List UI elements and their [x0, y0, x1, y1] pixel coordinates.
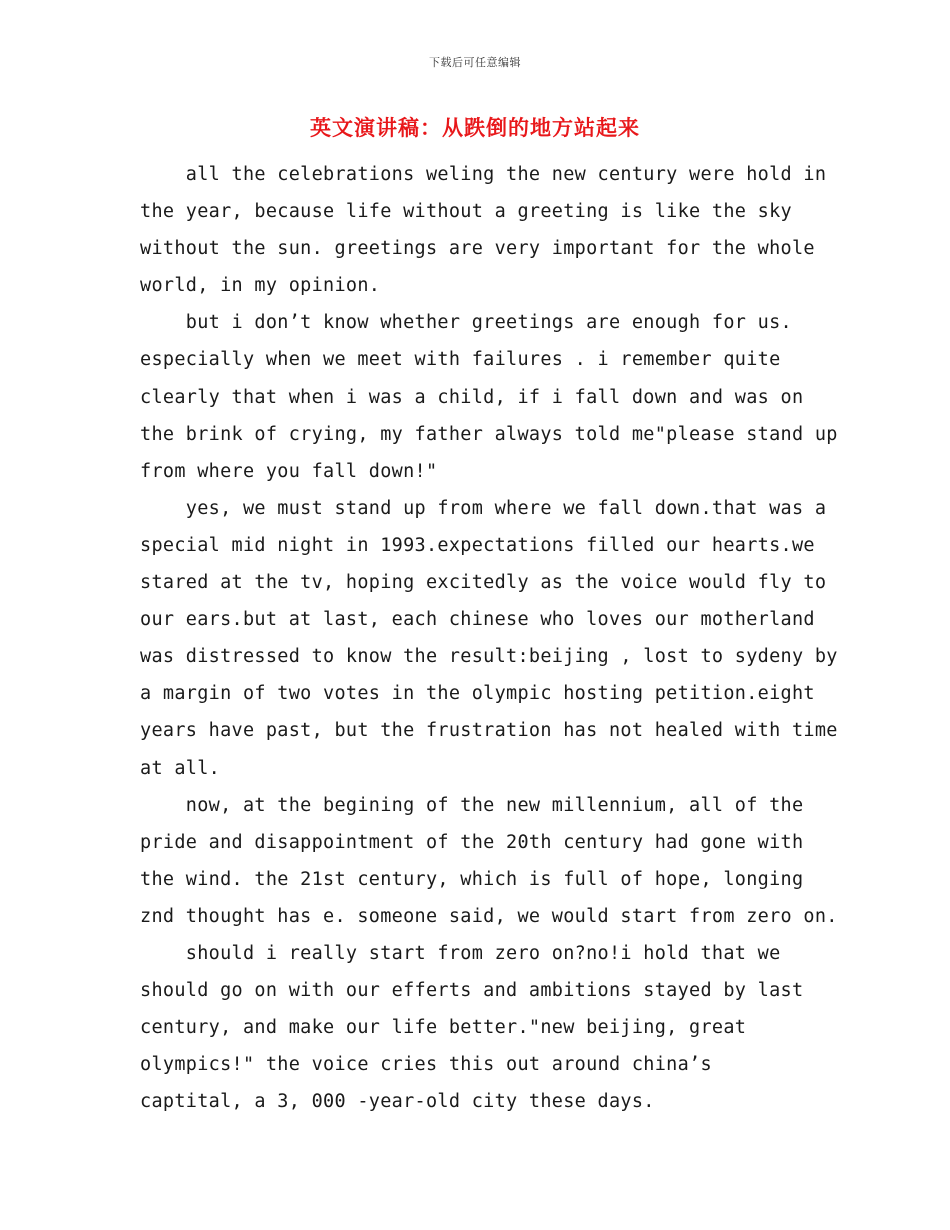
- body-line: stared at the tv, hoping excitedly as the voice would fly to: [140, 572, 827, 594]
- body-line: the year, because life without a greeting is like the sky: [140, 201, 792, 223]
- body-line: should i really start from zero on?no!i hold that we: [140, 942, 781, 964]
- body-line: from where you fall down!": [140, 460, 438, 482]
- body-line: century, and make our life better."new beijing, great: [140, 1017, 747, 1039]
- body-line: captital, a 3, 000 -year-old city these days.: [140, 1091, 655, 1113]
- body-line: olympics!" the voice cries this out around china’s: [140, 1054, 712, 1076]
- document-body: [140, 156, 838, 1120]
- body-line: was distressed to know the result:beijing , lost to sydeny by: [140, 646, 838, 668]
- body-line: without the sun. greetings are very important for the whole: [140, 238, 815, 260]
- body-line: znd thought has e. someone said, we would start from zero on.: [140, 905, 838, 927]
- body-line: years have past, but the frustration has not healed with time: [140, 720, 838, 742]
- page-header-note: 下载后可任意编辑: [429, 56, 521, 69]
- body-line: now, at the begining of the new millennium, all of the: [140, 794, 804, 816]
- body-line: a margin of two votes in the olympic hosting petition.eight: [140, 683, 815, 705]
- body-line: at all.: [140, 757, 221, 779]
- body-line: especially when we meet with failures . i remember quite: [140, 349, 781, 371]
- body-line: the brink of crying, my father always told me"please stand up: [140, 423, 838, 445]
- body-line: but i don’t know whether greetings are enough for us.: [140, 312, 792, 334]
- body-line: all the celebrations weling the new century were hold in: [140, 164, 827, 185]
- body-line: the wind. the 21st century, which is full of hope, longing: [140, 868, 804, 890]
- body-line: yes, we must stand up from where we fall down.that was a: [140, 497, 827, 519]
- document-title: 英文演讲稿：从跌倒的地方站起来: [310, 116, 640, 140]
- body-line: pride and disappointment of the 20th century had gone with: [140, 831, 804, 853]
- body-line: special mid night in 1993.expectations filled our hearts.we: [140, 534, 815, 556]
- body-line: world, in my opinion.: [140, 275, 381, 297]
- body-line: our ears.but at last, each chinese who loves our motherland: [140, 609, 815, 631]
- body-line: should go on with our efferts and ambitions stayed by last: [140, 980, 804, 1002]
- body-line: clearly that when i was a child, if i fall down and was on: [140, 386, 804, 408]
